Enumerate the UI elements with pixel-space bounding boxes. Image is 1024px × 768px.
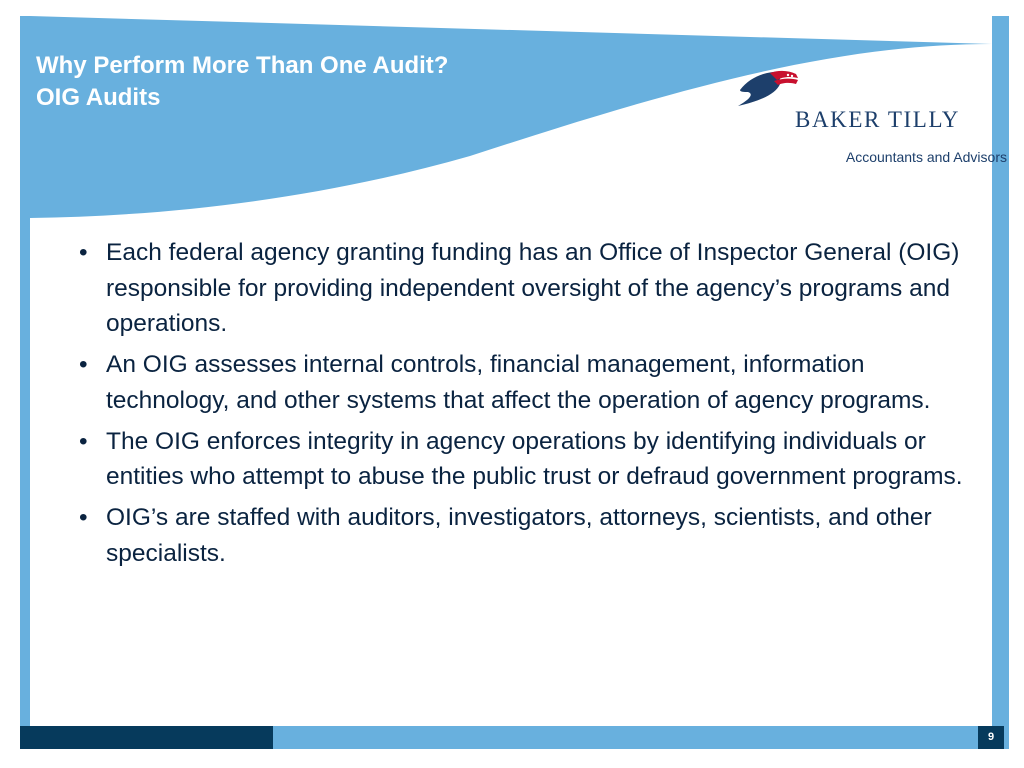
page-number: 9	[978, 726, 1004, 749]
footer-bar	[20, 726, 1009, 749]
title-line-1: Why Perform More Than One Audit?	[36, 52, 449, 79]
footer-accent	[20, 726, 273, 749]
title-line-2: OIG Audits	[36, 84, 161, 111]
bullet-item: • OIG’s are staffed with auditors, investigators, attorneys, scientists, and other specialists.	[74, 500, 984, 571]
slide-title	[36, 50, 448, 114]
brand-tagline: Accountants and Advisors	[845, 149, 1007, 165]
bullet-item: • Each federal agency granting funding has an Office of Inspector General (OIG) responsible for providing independent oversight of the agency’s programs and operations.	[74, 235, 984, 342]
brand-name: BAKER TILLY	[795, 107, 960, 132]
bullet-list	[74, 235, 984, 577]
bullet-item: • An OIG assesses internal controls, financial management, information technology, and other systems that affect the operation of agency programs.	[74, 347, 984, 418]
bullet-item: • The OIG enforces integrity in agency operations by identifying individuals or entities who attempt to abuse the public trust or defraud government programs.	[74, 424, 984, 495]
